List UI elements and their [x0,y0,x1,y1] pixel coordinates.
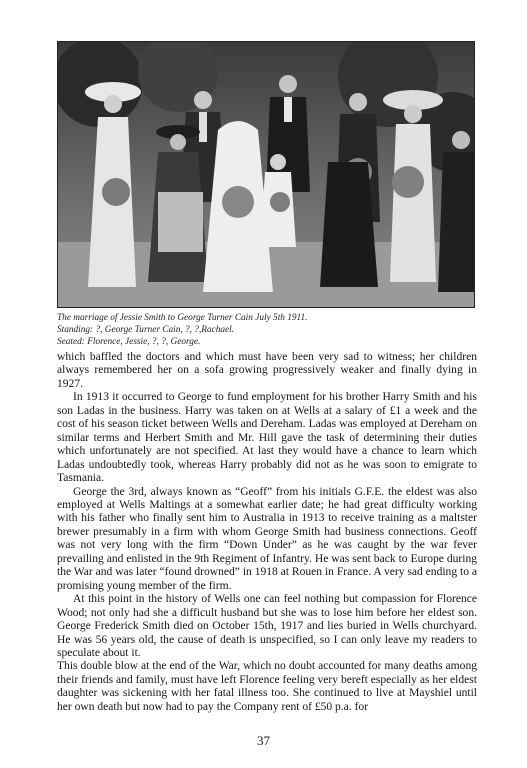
paragraph: At this point in the history of Wells one can feel nothing but compassion for Florence Wood; not only had she a difficult husband but she was to lose him before her eldest son. George Frederick Smith died on October 15th, 1917 and lies buried in Wells churchyard. He was 56 years old, the cause of death is unspecified, so I can only leave my readers to speculate about it. [57,593,477,659]
paragraph: This double blow at the end of the War, which no doubt accounted for many deaths among their friends and family, must have left Florence feeling very bereft especially as her eldest daughter was sickening with her fatal illness too. She continued to live at Mayshiel until her own death but now had to pay the Company rent of £50 p.a. for [57,660,477,713]
wedding-photograph [57,41,475,308]
caption-standing: Standing: ?, George Turner Cain, ?, ?,Rachael. [57,325,235,335]
caption-seated: Seated: Florence, Jessie, ?, ?, George. [57,337,201,347]
paragraph: In 1913 it occurred to George to fund employment for his brother Harry Smith and his son Ladas in the business. Harry was taken on at Wells at a salary of £1 a week and the cost of his season ticket between Wells and Dereham. Ladas was employed at Dereham on similar terms and Herbert Smith and Mr. Hill gave the task of determining their duties which unfortunately are not specified. At last they would have a chance to learn which Ladas undoubtedly took, whereas Harry probably did not as he was soon to emigrate to Tasmania. [57,391,477,485]
caption-title: The marriage of Jessie Smith to George Turner Cain July 5th 1911. [57,313,308,323]
paragraph: George the 3rd, always known as “Geoff” from his initials G.F.E. the eldest was also employed at Wells Maltings at a somewhat earlier date; he had great difficulty working with his father who finally sent him to Australia in 1913 to receive training as a maltster brewer presumably in a firm with whom George Smith had business connections. Geoff was not very long with the firm “Down Under” as he was caught by the war fever prevailing and enlisted in the 9th Regiment of Infantry. He was sent back to Europe during the War and was later “found drowned” in 1918 at Rouen in France. A very sad ending to a promising young member of the firm. [57,485,477,592]
page-number: 37 [257,733,270,748]
body-text [57,351,477,714]
photo-caption [57,312,477,348]
paragraph: which baffled the doctors and which must have been very sad to witness; her children always remembered her on a sofa growing progressively weaker and finally dying in 1927. [57,351,477,390]
